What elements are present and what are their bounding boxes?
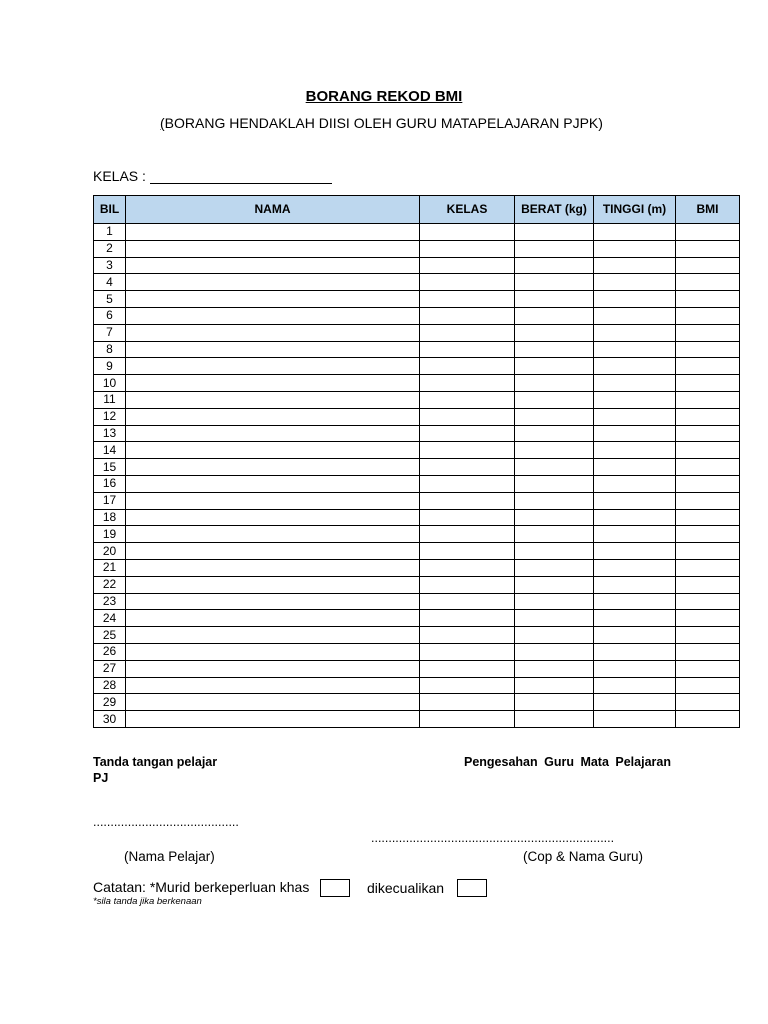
tinggi-cell[interactable] — [594, 610, 676, 627]
student-signature-label-cont: PJ — [93, 771, 109, 785]
bmi-cell[interactable] — [676, 375, 740, 392]
bmi-cell[interactable] — [676, 643, 740, 660]
table-row — [94, 711, 740, 728]
subtitle-open-paren: ( — [160, 115, 165, 131]
row-number: 12 — [94, 408, 126, 425]
kelas-cell[interactable] — [420, 660, 515, 677]
bmi-cell[interactable] — [676, 627, 740, 644]
table-row — [94, 442, 740, 459]
table-row — [94, 459, 740, 476]
table-row — [94, 358, 740, 375]
kelas-cell[interactable] — [420, 677, 515, 694]
row-number: 1 — [94, 224, 126, 241]
tinggi-cell[interactable] — [594, 643, 676, 660]
tick-note: *sila tanda jika berkenaan — [93, 896, 202, 907]
nama-cell[interactable] — [126, 408, 420, 425]
header-berat: BERAT (kg) — [515, 196, 594, 224]
row-number: 17 — [94, 492, 126, 509]
bmi-cell[interactable] — [676, 291, 740, 308]
berat-cell[interactable] — [515, 425, 594, 442]
table-row — [94, 593, 740, 610]
kelas-cell[interactable] — [420, 341, 515, 358]
kelas-cell[interactable] — [420, 442, 515, 459]
catatan-label: Catatan: *Murid berkeperluan khas — [93, 879, 310, 895]
berat-cell[interactable] — [515, 442, 594, 459]
header-tinggi: TINGGI (m) — [594, 196, 676, 224]
row-number: 5 — [94, 291, 126, 308]
tinggi-cell[interactable] — [594, 425, 676, 442]
berat-cell[interactable] — [515, 593, 594, 610]
form-subtitle — [160, 115, 603, 131]
kelas-cell[interactable] — [420, 257, 515, 274]
tinggi-cell[interactable] — [594, 358, 676, 375]
tinggi-cell[interactable] — [594, 291, 676, 308]
nama-cell[interactable] — [126, 341, 420, 358]
bmi-cell[interactable] — [676, 593, 740, 610]
nama-cell[interactable] — [126, 274, 420, 291]
kelas-blank-line[interactable] — [150, 169, 332, 184]
kelas-cell[interactable] — [420, 425, 515, 442]
berat-cell[interactable] — [515, 408, 594, 425]
berat-cell[interactable] — [515, 559, 594, 576]
nama-cell[interactable] — [126, 576, 420, 593]
nama-cell[interactable] — [126, 307, 420, 324]
tinggi-cell[interactable] — [594, 375, 676, 392]
teacher-stamp-caption: (Cop & Nama Guru) — [523, 849, 644, 864]
bmi-cell[interactable] — [676, 307, 740, 324]
berat-cell[interactable] — [515, 224, 594, 241]
row-number: 15 — [94, 459, 126, 476]
table-row — [94, 307, 740, 324]
table-row — [94, 408, 740, 425]
row-number: 22 — [94, 576, 126, 593]
table-row — [94, 627, 740, 644]
nama-cell[interactable] — [126, 291, 420, 308]
nama-cell[interactable] — [126, 375, 420, 392]
table-row — [94, 526, 740, 543]
kelas-cell[interactable] — [420, 711, 515, 728]
kelas-field — [93, 168, 332, 184]
table-row — [94, 341, 740, 358]
kelas-cell[interactable] — [420, 224, 515, 241]
kelas-cell[interactable] — [420, 576, 515, 593]
row-number: 14 — [94, 442, 126, 459]
kelas-cell[interactable] — [420, 643, 515, 660]
bmi-cell[interactable] — [676, 425, 740, 442]
nama-cell[interactable] — [126, 492, 420, 509]
nama-cell[interactable] — [126, 224, 420, 241]
table-row — [94, 257, 740, 274]
nama-cell[interactable] — [126, 459, 420, 476]
tinggi-cell[interactable] — [594, 391, 676, 408]
table-row — [94, 677, 740, 694]
tinggi-cell[interactable] — [594, 711, 676, 728]
kelas-cell[interactable] — [420, 408, 515, 425]
nama-cell[interactable] — [126, 391, 420, 408]
bmi-cell[interactable] — [676, 711, 740, 728]
teacher-signature-line[interactable]: ...................................................................... — [371, 831, 615, 845]
table-row — [94, 291, 740, 308]
berat-cell[interactable] — [515, 576, 594, 593]
bmi-cell[interactable] — [676, 274, 740, 291]
bmi-cell[interactable] — [676, 391, 740, 408]
row-number: 26 — [94, 643, 126, 660]
tinggi-cell[interactable] — [594, 559, 676, 576]
tinggi-cell[interactable] — [594, 627, 676, 644]
row-number: 25 — [94, 627, 126, 644]
berat-cell[interactable] — [515, 358, 594, 375]
form-title: BORANG REKOD BMI — [305, 88, 463, 105]
row-number: 8 — [94, 341, 126, 358]
header-bil: BIL — [94, 196, 126, 224]
tinggi-cell[interactable] — [594, 307, 676, 324]
header-kelas: KELAS — [420, 196, 515, 224]
berat-cell[interactable] — [515, 475, 594, 492]
table-row — [94, 576, 740, 593]
tinggi-cell[interactable] — [594, 442, 676, 459]
header-nama: NAMA — [126, 196, 420, 224]
tinggi-cell[interactable] — [594, 694, 676, 711]
tinggi-cell[interactable] — [594, 240, 676, 257]
berat-cell[interactable] — [515, 677, 594, 694]
bmi-cell[interactable] — [676, 257, 740, 274]
row-number: 11 — [94, 391, 126, 408]
table-row — [94, 559, 740, 576]
subtitle-text: BORANG HENDAKLAH DIISI OLEH GURU MATAPELAJARAN PJPK) — [164, 115, 603, 131]
table-row — [94, 660, 740, 677]
special-needs-checkbox[interactable] — [320, 879, 350, 897]
bmi-cell[interactable] — [676, 543, 740, 560]
berat-cell[interactable] — [515, 307, 594, 324]
tinggi-cell[interactable] — [594, 408, 676, 425]
kelas-cell[interactable] — [420, 324, 515, 341]
bmi-cell[interactable] — [676, 694, 740, 711]
bmi-cell[interactable] — [676, 559, 740, 576]
bmi-cell[interactable] — [676, 224, 740, 241]
kelas-cell[interactable] — [420, 475, 515, 492]
kelas-cell[interactable] — [420, 543, 515, 560]
berat-cell[interactable] — [515, 492, 594, 509]
nama-cell[interactable] — [126, 240, 420, 257]
bmi-cell[interactable] — [676, 240, 740, 257]
row-number: 29 — [94, 694, 126, 711]
row-number: 23 — [94, 593, 126, 610]
row-number: 19 — [94, 526, 126, 543]
table-row — [94, 543, 740, 560]
bmi-cell[interactable] — [676, 660, 740, 677]
tinggi-cell[interactable] — [594, 543, 676, 560]
tinggi-cell[interactable] — [594, 576, 676, 593]
kelas-cell[interactable] — [420, 694, 515, 711]
row-number: 4 — [94, 274, 126, 291]
bmi-cell[interactable] — [676, 492, 740, 509]
bmi-cell[interactable] — [676, 610, 740, 627]
berat-cell[interactable] — [515, 324, 594, 341]
kelas-cell[interactable] — [420, 358, 515, 375]
nama-cell[interactable] — [126, 711, 420, 728]
row-number: 30 — [94, 711, 126, 728]
berat-cell[interactable] — [515, 610, 594, 627]
berat-cell[interactable] — [515, 257, 594, 274]
row-number: 24 — [94, 610, 126, 627]
nama-cell[interactable] — [126, 593, 420, 610]
tinggi-cell[interactable] — [594, 341, 676, 358]
header-bmi: BMI — [676, 196, 740, 224]
table-row — [94, 224, 740, 241]
bmi-cell[interactable] — [676, 341, 740, 358]
bmi-cell[interactable] — [676, 509, 740, 526]
row-number: 20 — [94, 543, 126, 560]
bmi-cell[interactable] — [676, 576, 740, 593]
berat-cell[interactable] — [515, 711, 594, 728]
table-row — [94, 375, 740, 392]
kelas-cell[interactable] — [420, 307, 515, 324]
row-number: 27 — [94, 660, 126, 677]
kelas-cell[interactable] — [420, 240, 515, 257]
row-number: 10 — [94, 375, 126, 392]
nama-cell[interactable] — [126, 425, 420, 442]
kelas-cell[interactable] — [420, 459, 515, 476]
tinggi-cell[interactable] — [594, 660, 676, 677]
table-header-row — [94, 196, 740, 224]
row-number: 9 — [94, 358, 126, 375]
berat-cell[interactable] — [515, 391, 594, 408]
berat-cell[interactable] — [515, 291, 594, 308]
row-number: 2 — [94, 240, 126, 257]
berat-cell[interactable] — [515, 694, 594, 711]
tinggi-cell[interactable] — [594, 526, 676, 543]
nama-cell[interactable] — [126, 610, 420, 627]
bmi-cell[interactable] — [676, 358, 740, 375]
bmi-cell[interactable] — [676, 324, 740, 341]
berat-cell[interactable] — [515, 341, 594, 358]
kelas-cell[interactable] — [420, 526, 515, 543]
kelas-cell[interactable] — [420, 492, 515, 509]
table-row — [94, 509, 740, 526]
bmi-cell[interactable] — [676, 459, 740, 476]
table-row — [94, 391, 740, 408]
row-number: 3 — [94, 257, 126, 274]
tinggi-cell[interactable] — [594, 677, 676, 694]
berat-cell[interactable] — [515, 627, 594, 644]
student-signature-label: Tanda tangan pelajar — [93, 755, 218, 769]
table-row — [94, 425, 740, 442]
berat-cell[interactable] — [515, 459, 594, 476]
tinggi-cell[interactable] — [594, 593, 676, 610]
nama-cell[interactable] — [126, 358, 420, 375]
table-row — [94, 475, 740, 492]
bmi-record-table — [93, 195, 740, 728]
row-number: 6 — [94, 307, 126, 324]
row-number: 21 — [94, 559, 126, 576]
bmi-cell[interactable] — [676, 677, 740, 694]
nama-cell[interactable] — [126, 324, 420, 341]
berat-cell[interactable] — [515, 509, 594, 526]
table-row — [94, 240, 740, 257]
berat-cell[interactable] — [515, 543, 594, 560]
nama-cell[interactable] — [126, 660, 420, 677]
nama-cell[interactable] — [126, 694, 420, 711]
nama-cell[interactable] — [126, 643, 420, 660]
kelas-cell[interactable] — [420, 593, 515, 610]
berat-cell[interactable] — [515, 526, 594, 543]
bmi-cell[interactable] — [676, 408, 740, 425]
nama-cell[interactable] — [126, 627, 420, 644]
teacher-verification-label: Pengesahan Guru Mata Pelajaran — [464, 755, 671, 769]
berat-cell[interactable] — [515, 240, 594, 257]
kelas-cell[interactable] — [420, 627, 515, 644]
nama-cell[interactable] — [126, 559, 420, 576]
tinggi-cell[interactable] — [594, 274, 676, 291]
kelas-cell[interactable] — [420, 375, 515, 392]
bmi-cell[interactable] — [676, 442, 740, 459]
kelas-cell[interactable] — [420, 559, 515, 576]
kelas-cell[interactable] — [420, 274, 515, 291]
table-row — [94, 492, 740, 509]
berat-cell[interactable] — [515, 274, 594, 291]
nama-cell[interactable] — [126, 509, 420, 526]
kelas-cell[interactable] — [420, 391, 515, 408]
tinggi-cell[interactable] — [594, 257, 676, 274]
kelas-cell[interactable] — [420, 291, 515, 308]
table-row — [94, 610, 740, 627]
nama-cell[interactable] — [126, 475, 420, 492]
row-number: 7 — [94, 324, 126, 341]
exempted-label: dikecualikan — [367, 880, 445, 896]
row-number: 18 — [94, 509, 126, 526]
row-number: 16 — [94, 475, 126, 492]
table-row — [94, 274, 740, 291]
bmi-cell[interactable] — [676, 526, 740, 543]
nama-cell[interactable] — [126, 543, 420, 560]
berat-cell[interactable] — [515, 660, 594, 677]
nama-cell[interactable] — [126, 257, 420, 274]
row-number: 13 — [94, 425, 126, 442]
kelas-label: KELAS : — [93, 168, 146, 184]
table-body — [94, 224, 740, 728]
table-row — [94, 324, 740, 341]
kelas-cell[interactable] — [420, 610, 515, 627]
kelas-cell[interactable] — [420, 509, 515, 526]
tinggi-cell[interactable] — [594, 224, 676, 241]
exempted-checkbox[interactable] — [457, 879, 487, 897]
nama-cell[interactable] — [126, 442, 420, 459]
tinggi-cell[interactable] — [594, 324, 676, 341]
tinggi-cell[interactable] — [594, 459, 676, 476]
berat-cell[interactable] — [515, 643, 594, 660]
student-signature-line[interactable]: .......................................... — [93, 815, 239, 829]
nama-cell[interactable] — [126, 526, 420, 543]
tinggi-cell[interactable] — [594, 475, 676, 492]
tinggi-cell[interactable] — [594, 492, 676, 509]
row-number: 28 — [94, 677, 126, 694]
table-row — [94, 643, 740, 660]
berat-cell[interactable] — [515, 375, 594, 392]
bmi-cell[interactable] — [676, 475, 740, 492]
student-name-caption: (Nama Pelajar) — [124, 849, 215, 864]
table-row — [94, 694, 740, 711]
nama-cell[interactable] — [126, 677, 420, 694]
tinggi-cell[interactable] — [594, 509, 676, 526]
